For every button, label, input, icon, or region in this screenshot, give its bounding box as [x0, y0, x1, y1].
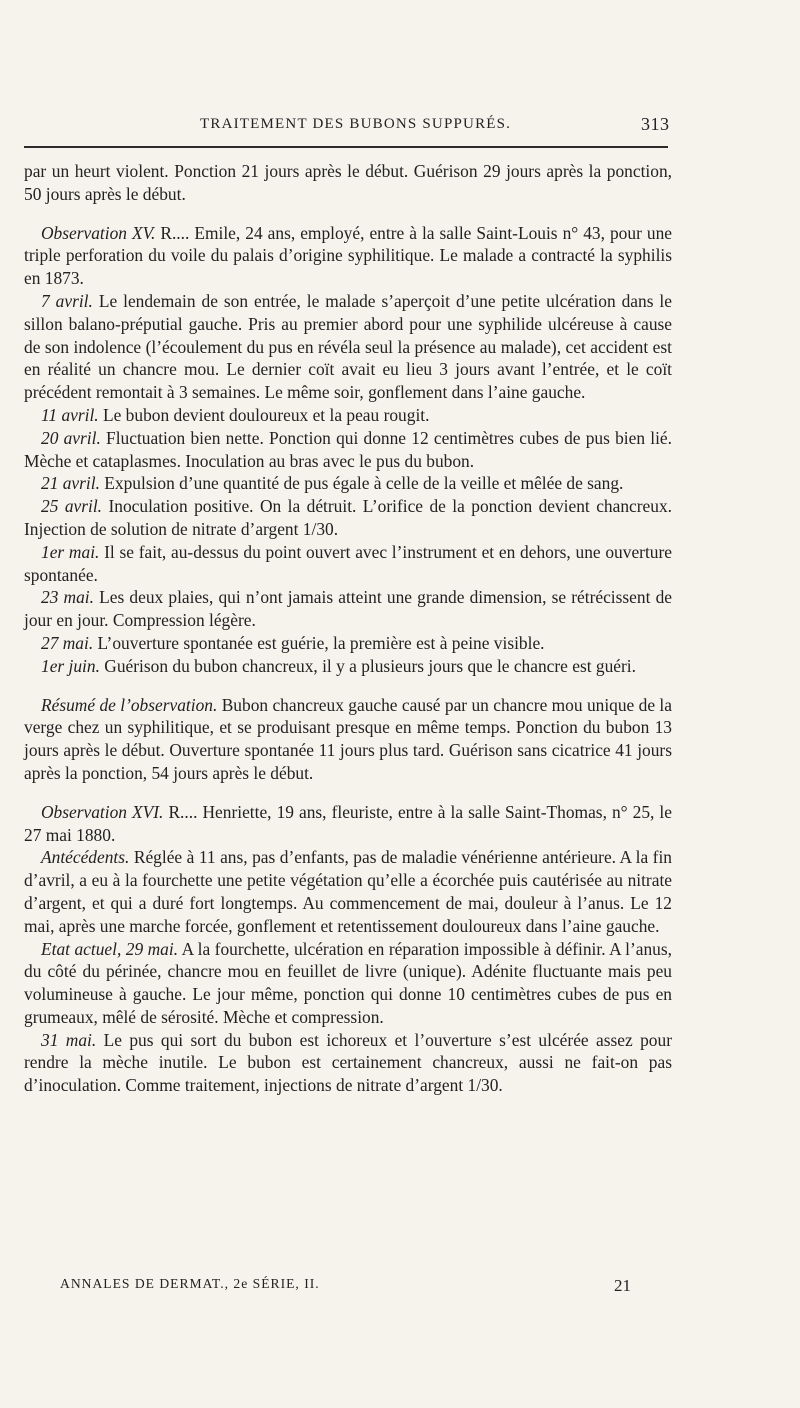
- paragraph-1er-juin: [24, 655, 672, 678]
- paragraph-20-avril: [24, 427, 672, 473]
- paragraph-text: Les deux plaies, qui n’ont jamais atteint une grande dimension, se rétrécissent de jour en jour. Compression légère.: [24, 587, 672, 631]
- paragraph-lead: Observation XVI.: [41, 801, 164, 822]
- paragraph-lead: Observation XV.: [41, 222, 156, 243]
- paragraph-text: R.... Emile, 24 ans, employé, entre à la salle Saint-Louis n° 43, pour une triple perforation du voile du palais d’origine syphilitique. Le malade a contracté la syphilis en 1873.: [24, 222, 672, 289]
- signature-mark: 21: [614, 1276, 631, 1295]
- paragraph-text: Réglée à 11 ans, pas d’enfants, pas de maladie vénérienne antérieure. A la fin d’avril, a eu à la fourchette une petite végétation qu’elle a écorchée puis cautérisée au nitrate d’argent, et qui a duré fort longtemps. Au commencement de mai, douleur à l’anus. Le 12 mai, après une marche forcée, gonflement et retentissement douloureux dans l’aine gauche.: [24, 847, 672, 936]
- header-rule: [24, 146, 668, 148]
- paragraph-text: L’ouverture spontanée est guérie, la première est à peine visible.: [93, 632, 545, 653]
- paragraph-lead: Etat actuel, 29 mai.: [41, 938, 179, 959]
- running-title: TRAITEMENT DES BUBONS SUPPURÉS.: [200, 116, 512, 132]
- page-number: 313: [641, 114, 670, 134]
- paragraph-resume: [24, 694, 672, 785]
- paragraph-23-mai: [24, 586, 672, 632]
- page-footer: [24, 1273, 668, 1303]
- paragraph-1er-mai: [24, 541, 672, 587]
- paragraph-lead: 1er juin.: [41, 655, 100, 676]
- paragraph-27-mai: [24, 632, 672, 655]
- page-body: [24, 160, 672, 1097]
- paragraph-lead: Antécédents.: [41, 847, 130, 868]
- paragraph-observation-xv: [24, 222, 672, 290]
- paragraph-21-avril: [24, 472, 672, 495]
- paragraph-text: par un heurt violent. Ponction 21 jours après le début. Guérison 29 jours après la ponction, 50 jours après le début.: [24, 161, 672, 204]
- paragraph-observation-xvi: [24, 801, 672, 847]
- paragraph-text: Le lendemain de son entrée, le malade s’aperçoit d’une petite ulcération dans le sillon balano-préputial gauche. Pris au premier abord pour une syphilide ulcéreuse à cause de son indolence (l’écoulement du pus en révéla seul la présence au malade), cet accident est en réalité un chancre mou. Le dernier coït avait eu lieu 3 jours avant l’entrée, et le coït précédent remontait à 3 semaines. Le même soir, gonflement dans l’aine gauche.: [24, 290, 672, 403]
- paragraph-text: Expulsion d’une quantité de pus égale à celle de la veille et mêlée de sang.: [99, 473, 624, 494]
- paragraph-text: A la fourchette, ulcération en réparation impossible à définir. A l’anus, du côté du périnée, chancre mou en feuillet de livre (unique). Adénite fluctuante mais peu volumineuse à gauche. Le jour même, ponction qui donne 10 centimètres cubes de pus en grumeaux, mêlé de sérosité. Mèche et compression.: [24, 938, 672, 1027]
- paragraph-text: Fluctuation bien nette. Ponction qui donne 12 centimètres cubes de pus bien lié. Mèche et cataplasmes. Inoculation au bras avec le pus du bubon.: [24, 427, 672, 471]
- paragraph-text: Le pus qui sort du bubon est ichoreux et l’ouverture s’est ulcérée assez pour rendre la mèche inutile. Le bubon est certainement chancreux, aussi ne fait-on pas d’inoculation. Comme traitement, injections de nitrate d’argent 1/30.: [24, 1029, 672, 1096]
- paragraph-text: Bubon chancreux gauche causé par un chancre mou unique de la verge chez un syphilitique, et se produisant presque en même temps. Ponction du bubon 13 jours après le début. Ouverture spontanée 11 jours plus tard. Guérison sans cicatrice 41 jours après la ponction, 54 jours après le début.: [24, 694, 672, 783]
- paragraph-lead: 1er mai.: [41, 541, 100, 562]
- paragraph-text: R.... Henriette, 19 ans, fleuriste, entre à la salle Saint-Thomas, n° 25, le 27 mai 1880.: [24, 801, 672, 845]
- journal-title: ANNALES DE DERMAT., 2e SÉRIE, II.: [60, 1276, 320, 1291]
- paragraph-lead: 21 avril.: [41, 473, 100, 494]
- paragraph-lead: 11 avril.: [41, 404, 99, 425]
- paragraph-lead: 20 avril.: [41, 427, 101, 448]
- paragraph-lead: 23 mai.: [41, 587, 94, 608]
- paragraph-25-avril: [24, 495, 672, 541]
- paragraph-lead: 31 mai.: [41, 1029, 97, 1050]
- paragraph-31-mai: [24, 1029, 672, 1097]
- paragraph-7-avril: [24, 290, 672, 404]
- paragraph-lead: Résumé de l’observation.: [41, 694, 218, 715]
- paragraph-lead: 7 avril.: [41, 290, 93, 311]
- paragraph-text: Guérison du bubon chancreux, il y a plusieurs jours que le chancre est guéri.: [99, 655, 636, 676]
- paragraph-text: Il se fait, au-dessus du point ouvert avec l’instrument et en dehors, une ouverture spontanée.: [24, 541, 672, 585]
- paragraph-11-avril: [24, 404, 672, 427]
- paragraph-continuation: [24, 160, 672, 206]
- page-header: [24, 112, 668, 144]
- paragraph-lead: 25 avril.: [41, 496, 103, 517]
- paragraph-lead: 27 mai.: [41, 632, 94, 653]
- paragraph-antecedents: [24, 846, 672, 937]
- paragraph-text: Le bubon devient douloureux et la peau rougit.: [98, 404, 430, 425]
- paragraph-etat-actuel: [24, 938, 672, 1029]
- paragraph-text: Inoculation positive. On la détruit. L’orifice de la ponction devient chancreux. Injection de solution de nitrate d’argent 1/30.: [24, 496, 672, 539]
